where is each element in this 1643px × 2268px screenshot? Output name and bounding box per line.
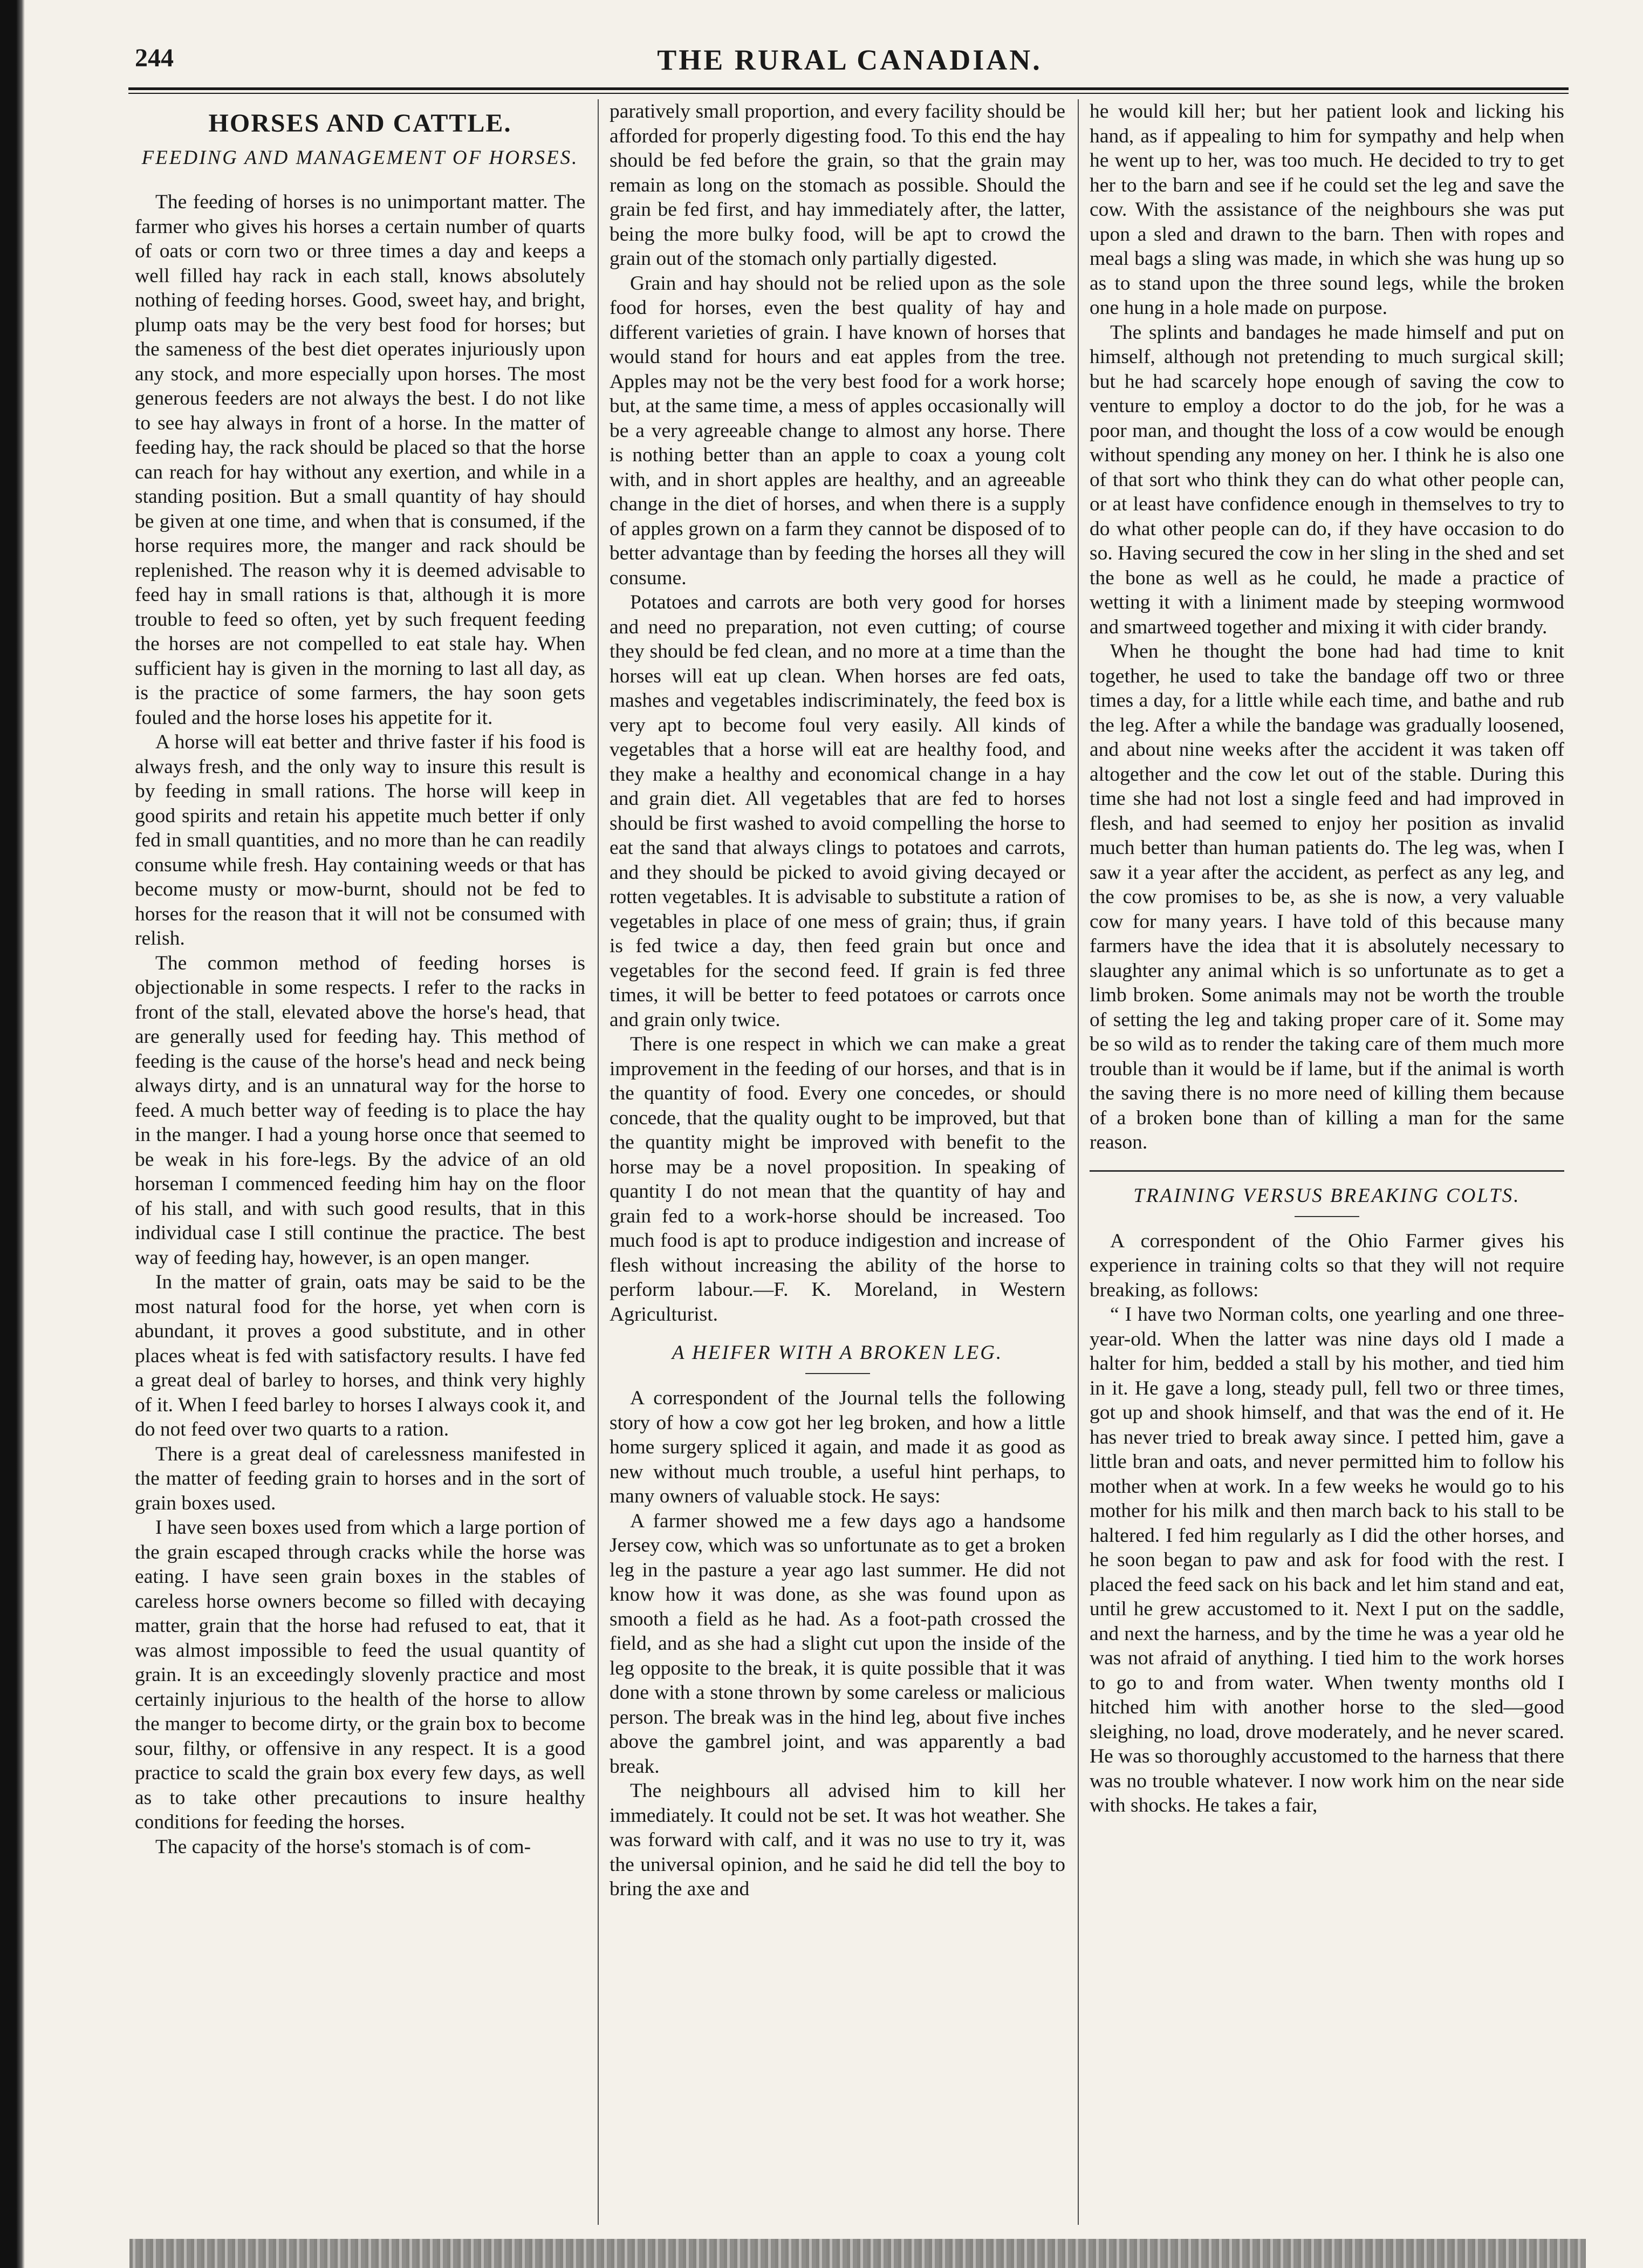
title-rule [1295, 1216, 1359, 1217]
paragraph: In the matter of grain, oats may be said to be the most natural food for the horse, yet when corn is abundant, it proves a good substitute, and in other places wheat is fed with satisfactory results. I have fed a great deal of barley to horses, and think very highly of it. When I feed barley to horses I always cook it, and do not feed over two quarts to a ration. [135, 1271, 585, 1440]
paragraph: I have seen boxes used from which a large portion of the grain escaped through cracks while the horse was eating. I have seen grain boxes in the stables of careless horse owners become so filled with decaying matter, grain that the horse had refused to eat, that it was almost impossible to feed the usual quantity of grain. It is an exceedingly slovenly practice and most certainly injurious to the health of the horse to allow the manger to become dirty, or the grain box to become sour, filthy, or offensive in any respect. It is a good practice to scald the grain box every few days, as well as to take other precautions to insure healthy conditions for feeding the horses. [135, 1516, 585, 1833]
paragraph: A correspondent of the Ohio Farmer gives his experience in training colts so that they will not require breaking, as follows: [1090, 1229, 1564, 1301]
article-title-heifer: A HEIFER WITH A BROKEN LEG. [672, 1342, 1003, 1364]
paragraph: The feeding of horses is no unimportant matter. The farmer who gives his horses a certain number of quarts of oats or corn two or three times a day and keeps a well filled hay rack in each stall, knows absolutely nothing of feeding horses. Good, sweet hay, and bright, plump oats may be the very best food for horses; but the sameness of the best diet operates injuriously upon any stock, and more especially upon horses. The most generous feeders are not always the best. I do not like to see hay always in front of a horse. In the matter of feeding hay, the rack should be placed so that the horse can reach for hay without any exertion, and while in a standing position. But a small quantity of hay should be given at one time, and when that is consumed, if the horse requires more, the manger and rack should be replenished. The reason why it is deemed advisable to feed hay in small rations is that, although it is more trouble to feed so often, yet by such frequent feeding the horses are not compelled to eat stale hay. When sufficient hay is given in the morning to last all day, as is the practice of some farmers, the hay soon gets fouled and the horse loses his appetite for it. [135, 191, 585, 729]
header-rule-thin [128, 93, 1569, 94]
paragraph: The capacity of the horse's stomach is of com- [155, 1835, 531, 1858]
paragraph: paratively small proportion, and every facility should be afforded for properly digesting food. To this end the hay should be fed before the grain, so that the grain may remain as long on the stomach as possible. Should the grain be fed first, and hay immediately after, the latter, being the more bulky food, will be apt to crowd the grain out of the stomach only partially digested. [610, 100, 1065, 270]
paragraph: A correspondent of the Journal tells the following story of how a cow got her leg broken, and how a little home surgery spliced it again, and made it as good as new without much trouble, a useful hint perhaps, to many owners of valuable stock. He says: [610, 1387, 1065, 1507]
column-1 [135, 99, 585, 2225]
column-3 [1090, 99, 1564, 2225]
paragraph: When he thought the bone had had time to knit together, he used to take the bandage off two or three times a day, for a little while each time, and bathe and rub the leg. After a while the bandage was gradually loosened, and about nine weeks after the accident it was taken off altogether and the cow let out of the stable. During this time she had not lost a single feed and had improved in flesh, and had seemed to enjoy her position as invalid much better than human patients do. The leg was, when I saw it a year after the accident, as perfect as any leg, and the cow promises to be, as she is now, a very valuable cow for many years. I have told of this because many farmers have the idea that it is absolutely necessary to slaughter any animal which is so unfortunate as to get a limb broken. Some animals may not be worth the trouble of setting the leg and taking proper care of it. Some may be so wild as to render the taking care of them much more trouble than it would be if lame, but if the animal is worth the saving there is no more need of killing them because of a broken bone than of killing a man for the same reason. [1090, 640, 1564, 1153]
print-smudge [129, 2239, 1586, 2268]
article-title-feeding: FEEDING AND MANAGEMENT OF HORSES. [141, 147, 579, 169]
paragraph: A horse will eat better and thrive faster if his food is always fresh, and the only way to insure this result is by feeding in small rations. The horse will keep in good spirits and retain his appetite much better if only fed in small quantities, and no more than he can readily consume while fresh. Hay containing weeds or that has become musty or mow-burnt, should not be fed to horses for the reason that it will not be consumed with relish. [135, 731, 585, 949]
paragraph: Potatoes and carrots are both very good for horses and need no preparation, not even cutting; of course they should be fed clean, and no more at a time than the horses will eat up clean. When horses are fed oats, mashes and vegetables indiscriminately, the feed box is very apt to become foul very easily. All kinds of vegetables that a horse will eat are healthy food, and they make a healthy and economical change in a hay and grain diet. All vegetables that are fed to horses should be first washed to avoid compelling the horse to eat the sand that always clings to potatoes and carrots, and they should be picked to avoid giving decayed or rotten vegetables. It is advisable to substitute a ration of vegetables in place of one mess of grain; thus, if grain is fed twice a day, then feed grain but once and vegetables for the second feed. If grain is fed three times, it will be better to feed potatoes or carrots once and grain only twice. [610, 591, 1065, 1031]
spacer [610, 1327, 1065, 1341]
page-header [135, 43, 1564, 94]
paragraph: The neighbours all advised him to kill her immediately. It could not be set. It was hot weather. She was forward with calf, and it was no use to try it, was the universal opinion, and he said he did tell the boy to bring the axe and [610, 1780, 1065, 1900]
paragraph: “ I have two Norman colts, one yearling and one three-year-old. When the latter was nine days old I made a halter for him, bedded a stall by his mother, and tied him in it. He gave a long, steady pull, fell two or three times, got up and shook himself, and that was the end of it. He has never tried to break away since. I petted him, gave a little bran and oats, and never permitted him to follow his mother when at work. In a few weeks he would go to his mother for his milk and then march back to his stall to be haltered. I fed him regularly as I did the other horses, and he soon began to paw and ask for food with the rest. I placed the feed sack on his back and let him stand and eat, until he grew accustomed to it. Next I put on the saddle, and next the harness, and by the time he was a year old he was not afraid of anything. I tied him to the work horses to go to and from water. When twenty months old I hitched him with another horse to the sled—good sleighing, no load, drove moderately, and he never scared. He was so thoroughly accustomed to the harness that there was no trouble whatever. I now work him on the near side with shocks. He takes a fair, [1090, 1303, 1564, 1816]
page-binding-edge [0, 0, 25, 2268]
spacer [135, 176, 585, 190]
column-divider [1078, 99, 1079, 2225]
section-separator [1090, 1170, 1564, 1172]
paragraph: he would kill her; but her patient look and licking his hand, as if appealing to him for sympathy and help when he went up to her, was too much. He decided to try to get her to the barn and see if he could set the leg and save the cow. With the assistance of the neighbours she was put upon a sled and drawn to the barn. Then with ropes and meal bags a sling was made, in which she was hung up so as to stand upon the three sound legs, while the broken one hung in a hole made on purpose. [1090, 100, 1564, 319]
title-rule [805, 1373, 870, 1374]
article-title-training: TRAINING VERSUS BREAKING COLTS. [1133, 1184, 1521, 1207]
column-2 [610, 99, 1065, 2225]
article-columns [135, 99, 1564, 2225]
paragraph: The splints and bandages he made himself and put on himself, although not pretending to much surgical skill; but he had scarcely hope enough of saving the cow to venture to employ a doctor to do the job, for he was a poor man, and thought the loss of a cow would be enough without spending any money on her. I think he is also one of that sort who think they can do what other people can, or at least have confidence enough in themselves to try to do what other people can do, if they have occasion to do so. Having secured the cow in her sling in the shed and set the bone as well as he could, he made a practice of wetting it with a liniment made by steeping wormwood and smartweed together and mixing it with cider brandy. [1090, 321, 1564, 638]
column-divider [598, 99, 599, 2225]
page-number: 244 [135, 44, 174, 72]
paragraph: There is a great deal of carelessness manifested in the matter of feeding grain to horses and in the sort of grain boxes used. [135, 1443, 585, 1514]
paragraph: There is one respect in which we can make a great improvement in the feeding of our horses, and that is in the quantity of food. Every one concedes, or should concede, that the quality ought to be improved, but that the quantity might be improved with benefit to the horse may be a novel proposition. In speaking of quantity I do not mean that the quantity of hay and grain fed to a work-horse should be increased. Too much food is apt to produce indigestion and increase of flesh without increasing the ability of the horse to perform labour.—F. K. Moreland, in Western Agriculturist. [610, 1033, 1065, 1326]
paragraph: A farmer showed me a few days ago a handsome Jersey cow, which was so unfortunate as to get a broken leg in the pasture a year ago last summer. He did not know how it was done, as she was found upon as smooth a field as he had. As a foot-path crossed the field, and as she had a slight cut upon the inside of the leg opposite to the break, it is quite possible that it was done with a stone thrown by some careless or malicious person. The break was in the hind leg, about five inches above the gambrel joint, and was apparently a bad break. [610, 1509, 1065, 1778]
section-heading: HORSES AND CATTLE. [208, 109, 512, 138]
running-title: THE RURAL CANADIAN. [657, 44, 1042, 76]
header-rule-thick [128, 87, 1569, 90]
paragraph: Grain and hay should not be relied upon as the sole food for horses, even the best quality of hay and different varieties of grain. I have known of horses that would stand for hours and eat apples from the tree. Apples may not be the very best food for a work horse; but, at the same time, a mess of apples occasionally will be a very agreeable change to almost any horse. There is nothing better than an apple to coax a young colt with, and in short apples are healthy, and an agreeable change in the diet of horses, and when there is a supply of apples grown on a farm they cannot be disposed of to better advantage than by feeding the horses all they will consume. [610, 272, 1065, 589]
paragraph: The common method of feeding horses is objectionable in some respects. I refer to the racks in front of the stall, elevated above the horse's head, that are generally used for feeding hay. This method of feeding is the cause of the horse's head and neck being always dirty, and is an unnatural way for the horse to feed. A much better way of feeding is to place the hay in the manger. I had a young horse once that seemed to be weak in his fore-legs. By the advice of an old horseman I commenced feeding him hay on the floor of his stall, and with such good results, that in this individual case I still continue the practice. The best way of feeding hay, however, is an open manger. [135, 952, 585, 1269]
